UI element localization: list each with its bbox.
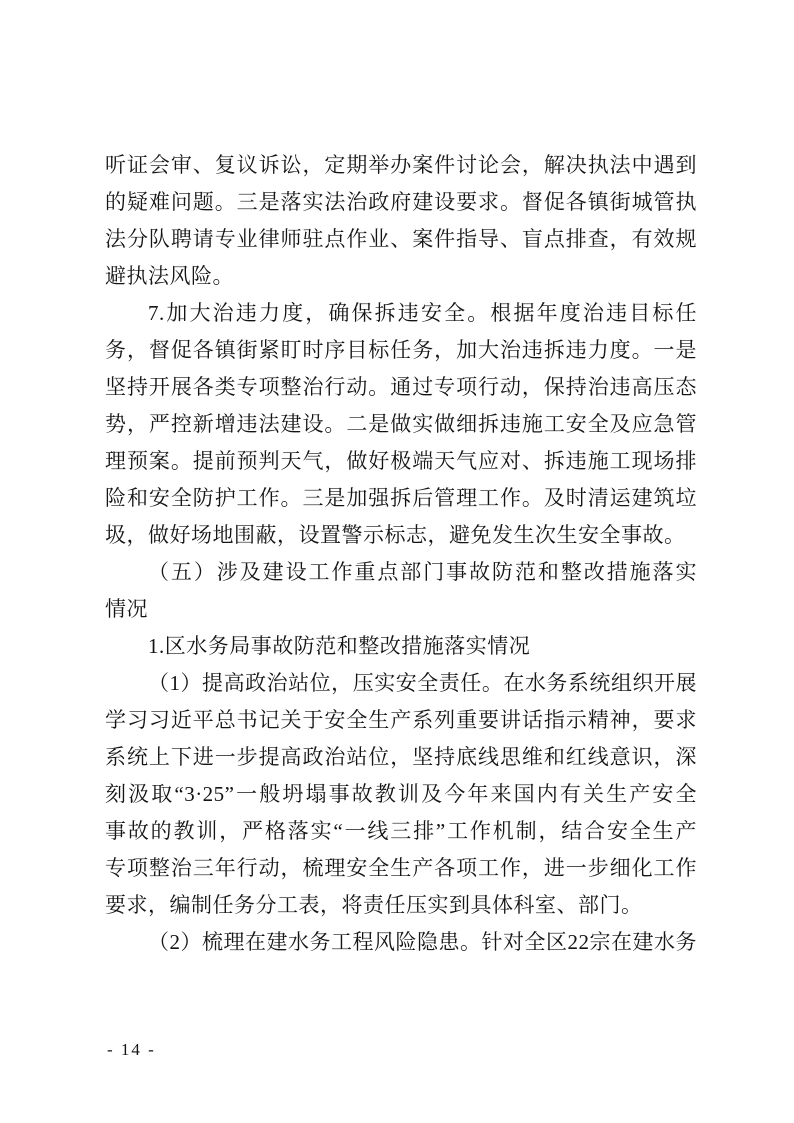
text-line: 事故的教训，严格落实“一线三排”工作机制，结合安全生产 bbox=[105, 819, 697, 843]
text-line: 要求，编制任务分工表，将责任压实到具体科室、部门。 bbox=[105, 893, 643, 917]
text-line: 系统上下进一步提高政治站位，坚持底线思维和红线意识，深 bbox=[105, 745, 697, 769]
text-line: 专项整治三年行动，梳理安全生产各项工作，进一步细化工作 bbox=[105, 856, 697, 880]
text-line: 势，严控新增违法建设。二是做实做细拆违施工安全及应急管 bbox=[105, 412, 697, 436]
text-line: 法分队聘请专业律师驻点作业、案件指导、盲点排查，有效规 bbox=[105, 227, 697, 251]
text-line: （1）提高政治站位，压实安全责任。在水务系统组织开展 bbox=[148, 671, 697, 695]
section-heading-line: 情况 bbox=[105, 597, 148, 621]
text-line: 圾，做好场地围蔽，设置警示标志，避免发生次生安全事故。 bbox=[105, 523, 686, 547]
page-number: - 14 - bbox=[107, 1040, 156, 1059]
sub-heading-line: 1.区水务局事故防范和整改措施落实情况 bbox=[148, 634, 531, 658]
text-line: 学习习近平总书记关于安全生产系列重要讲话指示精神，要求 bbox=[105, 708, 697, 732]
text-line: 理预案。提前预判天气，做好极端天气应对、拆违施工现场排 bbox=[105, 449, 697, 473]
text-line: 刻汲取“3·25”一般坍塌事故教训及今年来国内有关生产安全 bbox=[105, 782, 697, 806]
text-line: （2）梳理在建水务工程风险隐患。针对全区22宗在建水务 bbox=[148, 930, 697, 954]
text-line: 坚持开展各类专项整治行动。通过专项行动，保持治违高压态 bbox=[105, 375, 697, 399]
text-line: 7.加大治违力度，确保拆违安全。根据年度治违目标任 bbox=[148, 301, 697, 325]
text-line: 避执法风险。 bbox=[105, 264, 234, 288]
text-line: 的疑难问题。三是落实法治政府建设要求。督促各镇街城管执 bbox=[105, 190, 697, 214]
section-heading-line: （五）涉及建设工作重点部门事故防范和整改措施落实 bbox=[148, 560, 697, 584]
text-line: 务，督促各镇街紧盯时序目标任务，加大治违拆违力度。一是 bbox=[105, 338, 697, 362]
text-line: 险和安全防护工作。三是加强拆后管理工作。及时清运建筑垃 bbox=[105, 486, 697, 510]
text-line: 听证会审、复议诉讼，定期举办案件讨论会，解决执法中遇到 bbox=[105, 153, 697, 177]
document-body bbox=[105, 147, 697, 961]
